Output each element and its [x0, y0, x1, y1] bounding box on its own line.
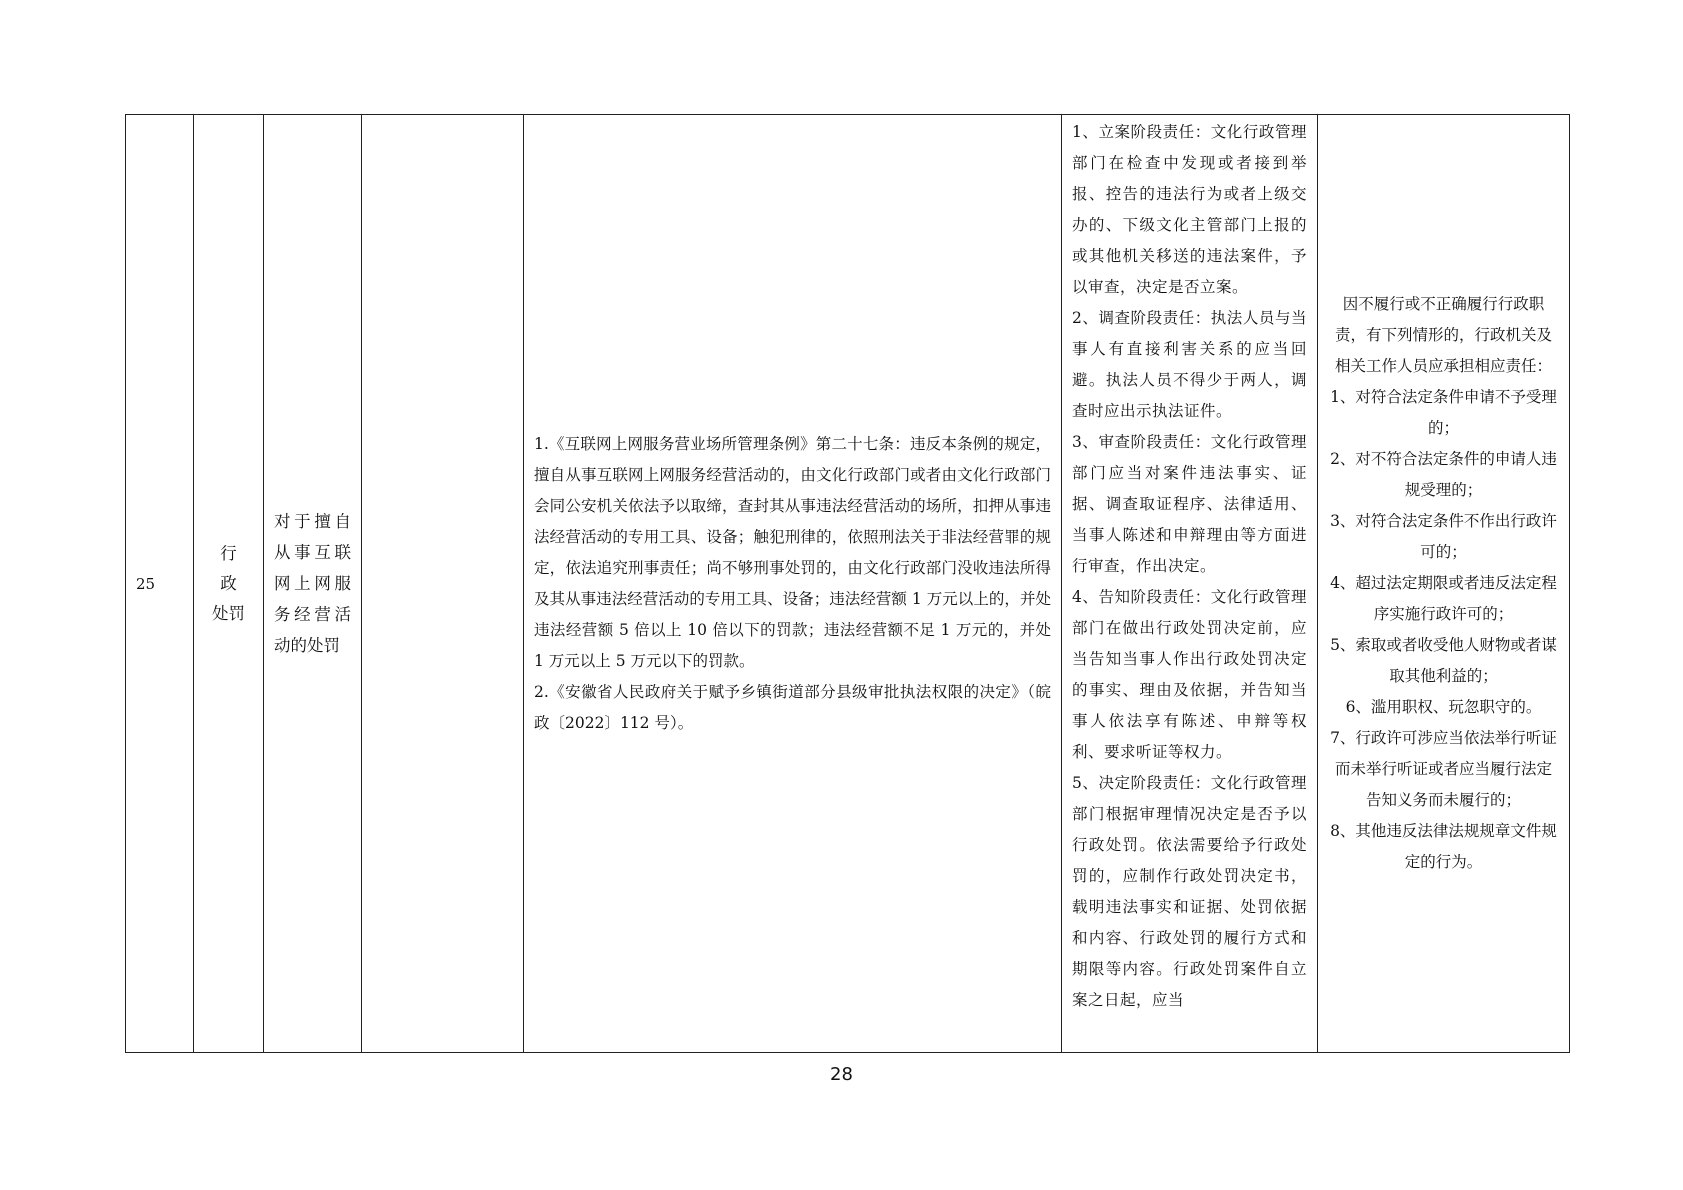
category-line-2: 处罚	[212, 603, 245, 623]
accountability-item: 7、行政许可涉应当依法举行听证而未举行听证或者应当履行法定告知义务而未履行的；	[1330, 729, 1557, 809]
accountability-item: 4、超过法定期限或者违反法定程序实施行政许可的；	[1330, 574, 1557, 623]
legal-basis-cell	[524, 115, 1062, 1053]
legal-basis-item: 1.《互联网上网服务营业场所管理条例》第二十七条：违反本条例的规定，擅自从事互联网上网服务经营活动的，由文化行政部门或者由文化行政部门会同公安机关依法予以取缔，查封其从事违法经营活动的场所，扣押从事违法经营活动的专用工具、设备；触犯刑律的，依照刑法关于非法经营罪的规定，依法追究刑事责任；尚不够刑事处罚的，由文化行政部门没收违法所得及其从事违法经营活动的专用工具、设备；违法经营额 1 万元以上的，并处违法经营额 5 倍以上 10 倍以下的罚款；违法经营额不足 1 万元的，并处 1 万元以上 5 万元以下的罚款。	[534, 434, 1051, 670]
accountability-item: 5、索取或者收受他人财物或者谋取其他利益的；	[1330, 636, 1557, 685]
item-name-cell	[264, 115, 362, 1053]
enforcement-table	[125, 114, 1570, 1053]
accountability-item: 8、其他违反法律法规规章文件规定的行为。	[1330, 822, 1557, 871]
category-cell	[194, 115, 264, 1053]
responsibility-item: 3、审查阶段责任：文化行政管理部门应当对案件违法事实、证据、调查取证程序、法律适用、当事人陈述和申辩理由等方面进行审查，作出决定。	[1072, 433, 1307, 575]
accountability-item: 6、滥用职权、玩忽职守的。	[1345, 698, 1542, 716]
category-line-1: 行政	[220, 543, 253, 593]
subitem-cell	[362, 115, 524, 1053]
item-name: 对于擅自从事互联网上网服务经营活动的处罚	[274, 512, 351, 655]
row-number-cell	[126, 115, 194, 1053]
responsibility-item: 2、调查阶段责任：执法人员与当事人有直接利害关系的应当回避。执法人员不得少于两人，调查时应出示执法证件。	[1072, 309, 1307, 420]
accountability-item: 因不履行或不正确履行行政职责，有下列情形的，行政机关及相关工作人员应承担相应责任：	[1334, 295, 1552, 375]
responsibility-item: 1、立案阶段责任：文化行政管理部门在检查中发现或者接到举报、控告的违法行为或者上级交办的、下级文化主管部门上报的或其他机关移送的违法案件，予以审查，决定是否立案。	[1072, 123, 1307, 296]
accountability-item: 3、对符合法定条件不作出行政许可的；	[1330, 512, 1557, 561]
row-number: 25	[136, 574, 156, 593]
responsibility-item: 4、告知阶段责任：文化行政管理部门在做出行政处罚决定前，应当告知当事人作出行政处罚决定的事实、理由及依据，并告知当事人依法享有陈述、申辩等权利、要求听证等权力。	[1072, 588, 1307, 761]
legal-basis-item: 2.《安徽省人民政府关于赋予乡镇街道部分县级审批执法权限的决定》（皖政〔2022〕112 号）。	[534, 682, 1051, 732]
accountability-item: 2、对不符合法定条件的申请人违规受理的；	[1330, 450, 1557, 499]
responsibility-content	[1072, 117, 1307, 1050]
accountability-cell	[1318, 115, 1570, 1053]
page-number: 28	[830, 1064, 853, 1085]
responsibility-item: 5、决定阶段责任：文化行政管理部门根据审理情况决定是否予以行政处罚。依法需要给予行政处罚的，应制作行政处罚决定书，载明违法事实和证据、处罚依据和内容、行政处罚的履行方式和期限等内容。行政处罚案件自立案之日起，应当	[1072, 774, 1307, 1009]
table-row	[126, 115, 1570, 1053]
accountability-item: 1、对符合法定条件申请不予受理的；	[1330, 388, 1557, 437]
responsibility-cell	[1062, 115, 1318, 1053]
